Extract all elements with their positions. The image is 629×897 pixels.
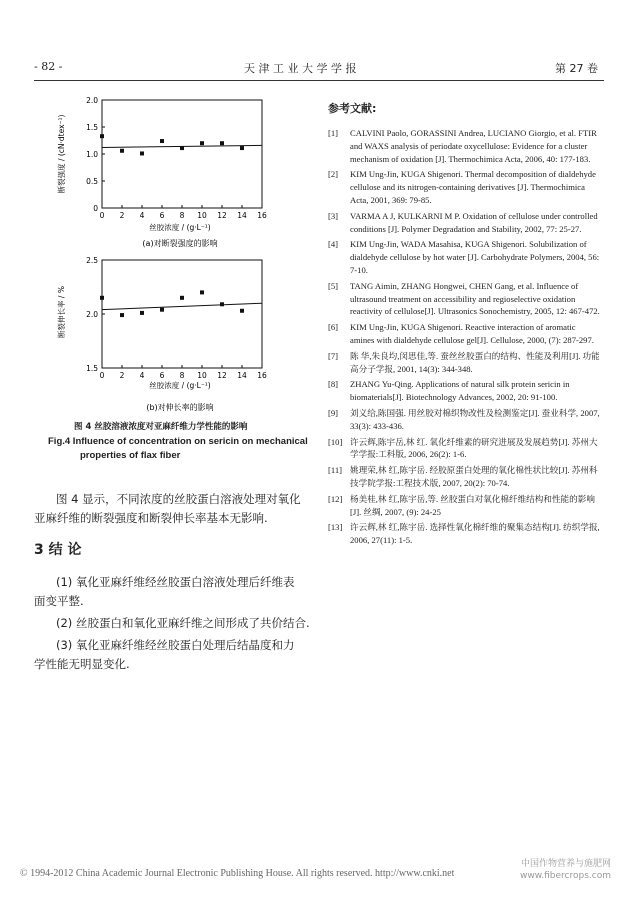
reference-text: ZHANG Yu-Qing. Applications of natural silk protein sericin in biomaterials[J]. Biotechnology Advances, 2002, 20: 91-100.: [350, 379, 570, 403]
chart-a-xtick-label: 2: [119, 211, 125, 220]
conclusion-1-line1: (1) 氧化亚麻纤维经丝胶蛋白溶液处理后纤维表: [56, 575, 295, 589]
chart-a-data-point: [120, 149, 124, 153]
watermark-line2: www.fibercrops.com: [520, 871, 611, 881]
chart-b-xtick-label: 2: [119, 371, 125, 380]
reference-item: [328, 464, 600, 490]
chart-b-xtick-label: 14: [237, 371, 247, 380]
chart-a-xtick-label: 0: [99, 211, 105, 220]
chart-b-data-point: [200, 290, 204, 294]
chart-b-ylabel: 断裂伸长率 / %: [57, 286, 66, 338]
chart-a-ytick-label: 0: [93, 204, 98, 213]
watermark-text: [520, 858, 611, 882]
conclusion-2: (2) 丝胶蛋白和氧化亚麻纤维之间形成了共价结合.: [56, 616, 310, 630]
chart-a-ytick-label: 1.5: [86, 123, 98, 132]
chart-a-data-point: [240, 146, 244, 150]
chart-b-data-point: [120, 313, 124, 317]
chart-b-xtick-label: 12: [217, 371, 227, 380]
section-title: 3 结 论: [34, 542, 82, 558]
reference-number: [10]: [328, 436, 343, 447]
chart-b-xtick-label: 10: [197, 371, 207, 380]
reference-item: [328, 210, 600, 236]
chart-b-svg: [40, 252, 280, 412]
reference-text: 刘义给,陈国强. 用丝胶对棉织物改性及检测鉴定[J]. 蚕业科学, 2007, 33(3): 433-436.: [350, 407, 600, 431]
reference-item: [328, 436, 600, 462]
references-title: 参考文献:: [328, 102, 377, 115]
reference-number: [6]: [328, 322, 339, 333]
reference-text: KIM Ung-Jin, KUGA Shigenori. Thermal decomposition of dialdehyde cellulose and its nitrogen-containing derivatives [J]. Thermochimica Acta, 2001, 369: 79-85.: [350, 169, 596, 205]
chart-b-xtick-label: 16: [257, 371, 267, 380]
reference-number: [4]: [328, 239, 339, 250]
chart-b-ytick-label: 1.5: [86, 364, 98, 373]
chart-b-trend-line: [102, 303, 262, 309]
volume-label: 第 27 卷: [555, 62, 598, 75]
chart-a-plot-frame: [102, 100, 262, 208]
reference-item: [328, 168, 600, 206]
figure-caption-en-line2: properties of flax fiber: [80, 450, 181, 461]
chart-b-ytick-label: 2.0: [86, 310, 98, 319]
reference-text: KIM Ung-Jin, WADA Masahisa, KUGA Shigenori. Solubilization of dialdehyde cellulose by hot water [J]. Carbohydrate Polymers, 2004, 56: 7-10.: [350, 239, 600, 275]
watermark-line1: 中国作物营养与施肥网: [520, 859, 611, 869]
chart-b-data-point: [100, 296, 104, 300]
chart-b-xlabel: 丝胶浓度 / (g·L⁻¹): [149, 381, 211, 390]
chart-breaking-strength: [40, 92, 280, 256]
chart-b-data-point: [160, 308, 164, 312]
figure-caption-en-line1: Fig.4 Influence of concentration on sericin on mechanical: [48, 436, 308, 447]
reference-text: 许云辉,林 红,陈宇岳. 选择性氧化棉纤维的聚集态结构[J]. 纺织学报, 2006, 27(11): 1-5.: [350, 522, 600, 546]
chart-a-xlabel: 丝胶浓度 / (g·L⁻¹): [149, 223, 211, 232]
reference-text: 杨美桂,林 红,陈宇岳,等. 丝胶蛋白对氧化棉纤维结构和性能的影响[J]. 丝绸, 2007, (9): 24-25: [350, 493, 595, 517]
chart-b-data-point: [220, 302, 224, 306]
reference-number: [9]: [328, 407, 339, 418]
chart-a-ytick-label: 0.5: [86, 177, 98, 186]
chart-a-data-point: [160, 139, 164, 143]
chart-a-data-point: [100, 134, 104, 138]
copyright-footer: © 1994-2012 China Academic Journal Electronic Publishing House. All rights reserved. http://www.cnki.net: [20, 868, 455, 879]
chart-b-xtick-label: 8: [179, 371, 185, 380]
references-list: [328, 127, 600, 550]
body-paragraph-line1: 图 4 显示，不同浓度的丝胶蛋白溶液处理对氧化: [56, 492, 301, 506]
chart-a-xtick-label: 10: [197, 211, 207, 220]
reference-text: CALVINI Paolo, GORASSINI Andrea, LUCIANO Giorgio, et al. FTIR and WAXS analysis of periodate oxycellulose: Evidence for a cluster mechanism of oxidation [J]. Thermochimica Acta, 2006, 40: 177-183.: [350, 128, 597, 164]
chart-a-data-point: [220, 141, 224, 145]
chart-a-xtick-label: 14: [237, 211, 247, 220]
reference-number: [5]: [328, 280, 339, 291]
reference-item: [328, 521, 600, 547]
reference-item: [328, 378, 600, 404]
chart-b-caption: (b)对伸长率的影响: [146, 403, 214, 412]
chart-a-ytick-label: 1.0: [86, 150, 98, 159]
header-rule: [34, 80, 604, 81]
chart-a-xtick-label: 12: [217, 211, 227, 220]
reference-text: KIM Ung-Jin, KUGA Shigenori. Reactive interaction of aromatic amines with dialdehyde cellulose gel[J]. Cellulose, 2000, (7): 287-297.: [350, 322, 594, 345]
reference-item: [328, 238, 600, 276]
chart-a-xtick-label: 4: [139, 211, 145, 220]
chart-a-xtick-label: 8: [179, 211, 185, 220]
chart-a-data-point: [200, 141, 204, 145]
reference-number: [3]: [328, 210, 339, 221]
chart-b-plot-frame: [102, 260, 262, 368]
reference-number: [7]: [328, 350, 339, 361]
reference-item: [328, 321, 600, 347]
chart-a-xtick-label: 16: [257, 211, 267, 220]
reference-item: [328, 280, 600, 318]
reference-text: VARMA A J, KULKARNI M P. Oxidation of cellulose under controlled conditions [J]. Polymer Degradation and Stability, 2002, 77: 25-27.: [350, 210, 598, 234]
conclusion-3-line1: (3) 氧化亚麻纤维经丝胶蛋白处理后结晶度和力: [56, 638, 295, 652]
reference-text: TANG Aimin, ZHANG Hongwei, CHEN Gang, et al. Influence of ultrasound treatment on accessibility and regioselective oxidation reactivity of cellulose[J]. Ultrasonics Sonochemistry, 2005, 12: 467-472.: [350, 280, 600, 317]
chart-b-ytick-label: 2.5: [86, 256, 98, 265]
conclusion-1-line2: 面变平整.: [34, 594, 84, 608]
conclusion-3-line2: 学性能无明显变化.: [34, 657, 130, 671]
chart-a-data-point: [180, 146, 184, 150]
body-paragraph-line2: 亚麻纤维的断裂强度和断裂伸长率基本无影响.: [34, 511, 268, 525]
reference-number: [1]: [328, 128, 339, 138]
chart-a-xtick-label: 6: [159, 211, 165, 220]
chart-b-xtick-label: 0: [99, 371, 105, 380]
chart-a-caption: (a)对断裂强度的影响: [142, 239, 218, 248]
reference-number: [8]: [328, 379, 339, 390]
reference-number: [13]: [328, 522, 343, 533]
reference-item: [328, 350, 600, 376]
figure-caption-cn: 图 4 丝胶溶液浓度对亚麻纤维力学性能的影响: [74, 422, 248, 432]
chart-a-ylabel: 断裂强度 / (cN·dtex⁻¹): [57, 114, 66, 194]
journal-title: 天 津 工 业 大 学 学 报: [244, 62, 357, 75]
chart-a-ytick-label: 2.0: [86, 96, 98, 105]
reference-text: 姚理荣,林 红,陈宇岳. 经胶原蛋白处理的氧化棉性状比较[J]. 苏州科技学院学报:工程技术版, 2007, 20(2): 70-74.: [350, 465, 598, 488]
reference-number: [11]: [328, 465, 342, 476]
reference-item: [328, 407, 600, 433]
chart-b-data-point: [180, 296, 184, 300]
chart-b-data-point: [240, 309, 244, 313]
chart-b-xtick-label: 4: [139, 371, 145, 380]
reference-number: [2]: [328, 169, 339, 180]
chart-a-svg: [40, 92, 280, 252]
page-number: - 82 -: [34, 60, 63, 73]
chart-a-data-point: [140, 151, 144, 155]
reference-item: [328, 493, 600, 519]
reference-item: [328, 127, 600, 165]
reference-text: 许云辉,陈宇岳,林 红. 氧化纤维素的研究进展及发展趋势[J]. 苏州大学学报:工科版, 2006, 26(2): 1-6.: [350, 436, 598, 460]
chart-elongation: [40, 252, 280, 416]
reference-number: [12]: [328, 493, 343, 504]
chart-b-data-point: [140, 311, 144, 315]
reference-text: 陈 华,朱良均,闵思佳,等. 蚕丝丝胶蛋白的结构、性能及利用[J]. 功能高分子学报, 2001, 14(3): 344-348.: [350, 350, 600, 374]
chart-b-xtick-label: 6: [159, 371, 165, 380]
